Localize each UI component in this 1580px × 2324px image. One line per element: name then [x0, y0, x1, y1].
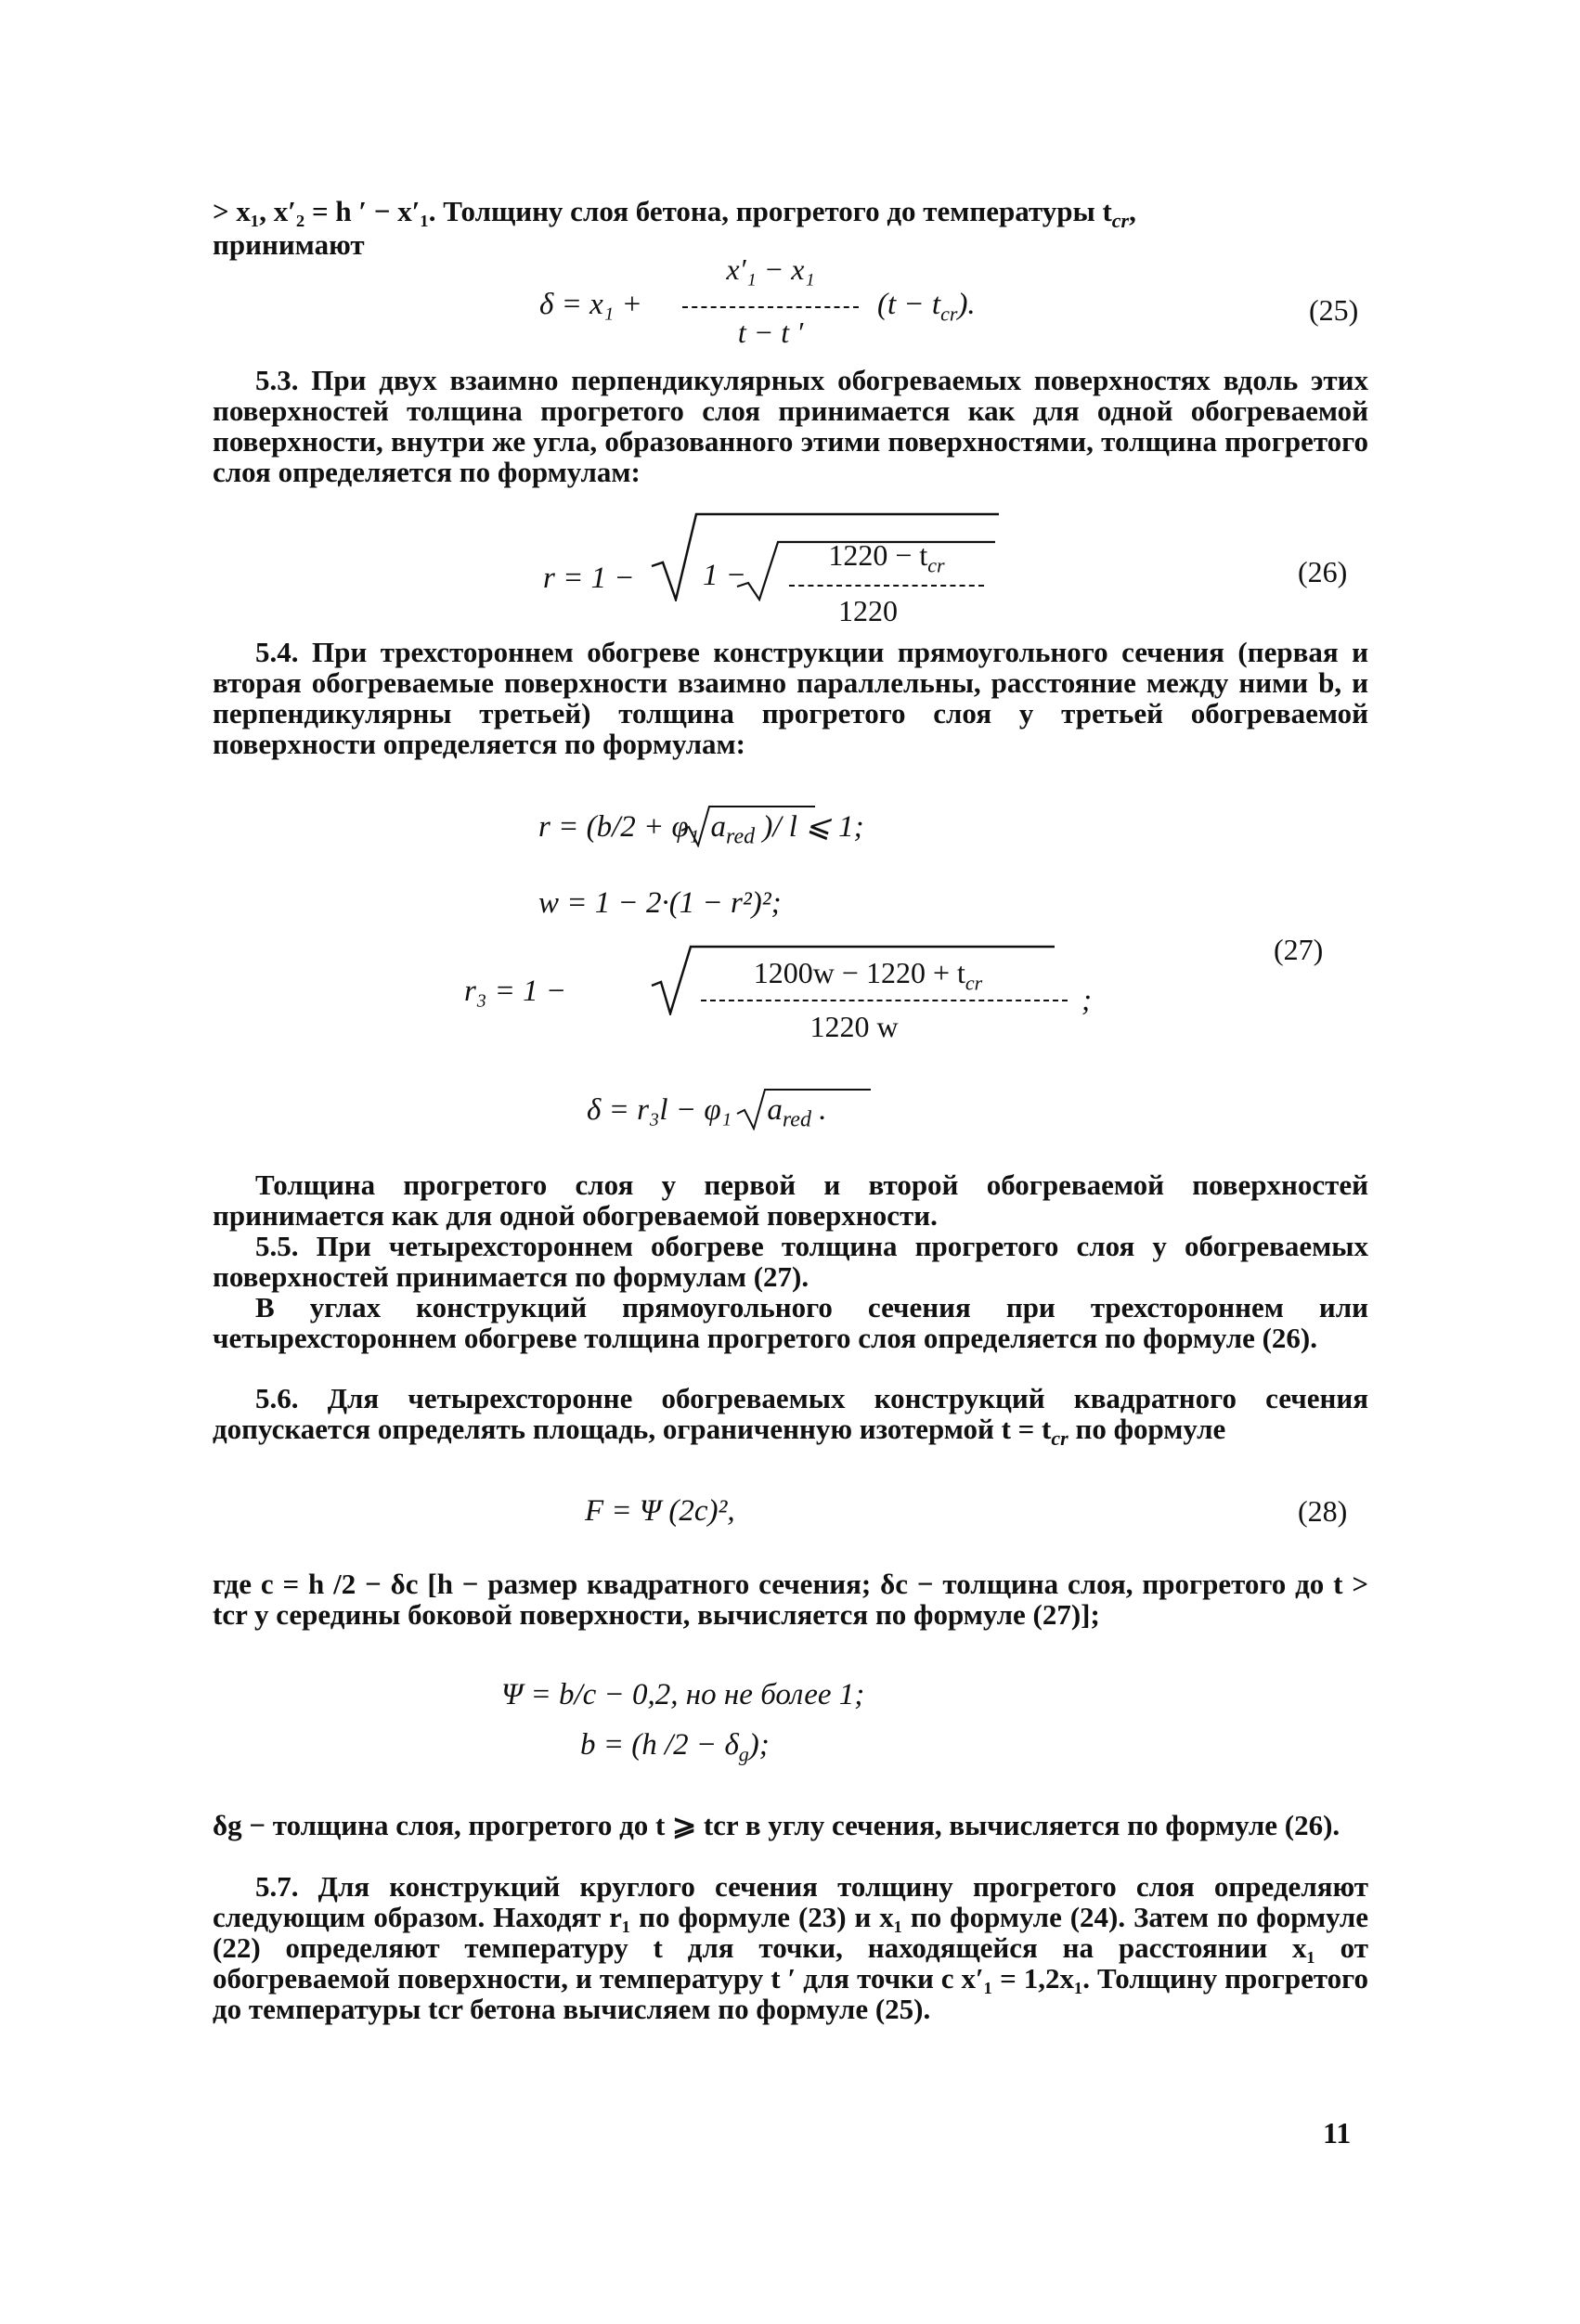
paragraph-5-4: 5.4. При трехстороннем обогреве конструкции прямоугольного сечения (первая и вторая обогреваемые поверхности взаимно параллельны, расстояние между ними b, и перпендикулярны третьей) толщина прогретого слоя у третьей обогреваемой поверхности определяется по формулам: — [213, 636, 1368, 760]
eq25-fraction-bar — [682, 306, 859, 308]
paragraph-5-5: 5.5. При четырехстороннем обогреве толщина прогретого слоя у обогреваемых поверхностей принимается по формулам (27). — [213, 1230, 1368, 1293]
eq26-one-minus: 1 − — [703, 559, 747, 592]
eq27-number: (27) — [1274, 933, 1324, 966]
intro-line-2: принимают — [213, 228, 365, 261]
eq28-expression: F = Ψ (2c)², — [585, 1494, 735, 1528]
eq27-r-line: r = (b/2 + φ₁ $a_{red}$ )/ l ⩽ 1; — [538, 807, 864, 850]
eq27-r3-fraction-bar — [701, 1000, 1068, 1001]
paragraph-5-6: 5.6. Для четырехсторонне обогреваемых конструкций квадратного сечения допускается определять площадь, ограниченную изотермой $t = t_{cr}$ по формуле — [213, 1382, 1368, 1451]
eq27-w-line: w = 1 − 2·(1 − r²)²; — [538, 886, 782, 920]
eq27-r3-lhs: r₃ = 1 − — [464, 975, 567, 1008]
paragraph-delta-g: δg − толщина слоя, прогретого до t ⩾ tcr в углу сечения, вычисляется по формуле (26). — [213, 1809, 1340, 1841]
paragraph-5-3: 5.3. При двух взаимно перпендикулярных обогреваемых поверхностях вдоль этих поверхностей толщина прогретого слоя принимается как для одной обогреваемой поверхности, внутри же угла, образованного этими поверхностями, толщина прогретого слоя определяется по формулам: — [213, 364, 1368, 488]
paragraph-thickness: Толщина прогретого слоя у первой и второй обогреваемой поверхностей принимается как для одной обогреваемой поверхности. — [213, 1168, 1368, 1232]
intro-line-1: > x₁, x′₂ = h ′ − x′₁. Толщину слоя бетона, прогретого до температуры $t_{cr}$, — [213, 195, 1136, 233]
eq26-lhs: r = 1 − — [543, 562, 635, 595]
eq-psi-line-2: b = (h $/2 - \delta_g$); — [580, 1728, 770, 1766]
eq27-r3-numerator: $1200w - 1220 + t_{cr}$ — [753, 956, 983, 995]
eq26-denominator: 1220 — [838, 594, 898, 627]
eq-psi-line-1: Ψ = b/c − 0,2, но не более 1; — [501, 1678, 865, 1711]
paragraph-where: где c = h /2 − δc [h − размер квадратного сечения; δc − толщина слоя, прогретого до t > tcr у середины боковой поверхности, вычисляется по формуле (27)]; — [213, 1568, 1368, 1631]
eq25-denominator: t − t ′ — [737, 316, 804, 349]
eq25-numerator: x′₁ − x₁ — [726, 252, 815, 286]
eq27-r3-denominator: 1220 w — [809, 1010, 899, 1043]
eq26-fraction-bar — [789, 585, 984, 587]
page-number: 11 — [1323, 2116, 1352, 2150]
eq25-rhs: $(t - t_{cr})$. — [877, 288, 976, 326]
eq26-number: (26) — [1298, 555, 1348, 588]
eq27-r3-end: ; — [1081, 984, 1092, 1017]
paragraph-5-7: 5.7. Для конструкций круглого сечения толщину прогретого слоя определяют следующим образом. Находят r₁ по формуле (23) и x₁ по формуле (24). Затем по формуле (22) определяют температуру t для точки, находящейся на расстоянии x₁ от обогреваемой поверхности, и температуру t ′ для точки с x′₁ = 1,2x₁. Толщину прогретого до температуры tcr бетона вычисляем по формуле (25). — [213, 1870, 1368, 2025]
eq25-lhs: δ = x₁ + — [539, 288, 642, 321]
eq27-delta-line: δ = r₃l − φ₁ $a_{red}$ . — [587, 1093, 826, 1133]
eq25-number: (25) — [1309, 293, 1359, 327]
paragraph-corners: В углах конструкций прямоугольного сечения при трехстороннем или четырехстороннем обогреве толщина прогретого слоя определяется по формуле (26). — [213, 1291, 1368, 1354]
eq26-inner-numerator: $1220 - t_{cr}$ — [828, 538, 945, 577]
eq28-number: (28) — [1298, 1494, 1348, 1528]
